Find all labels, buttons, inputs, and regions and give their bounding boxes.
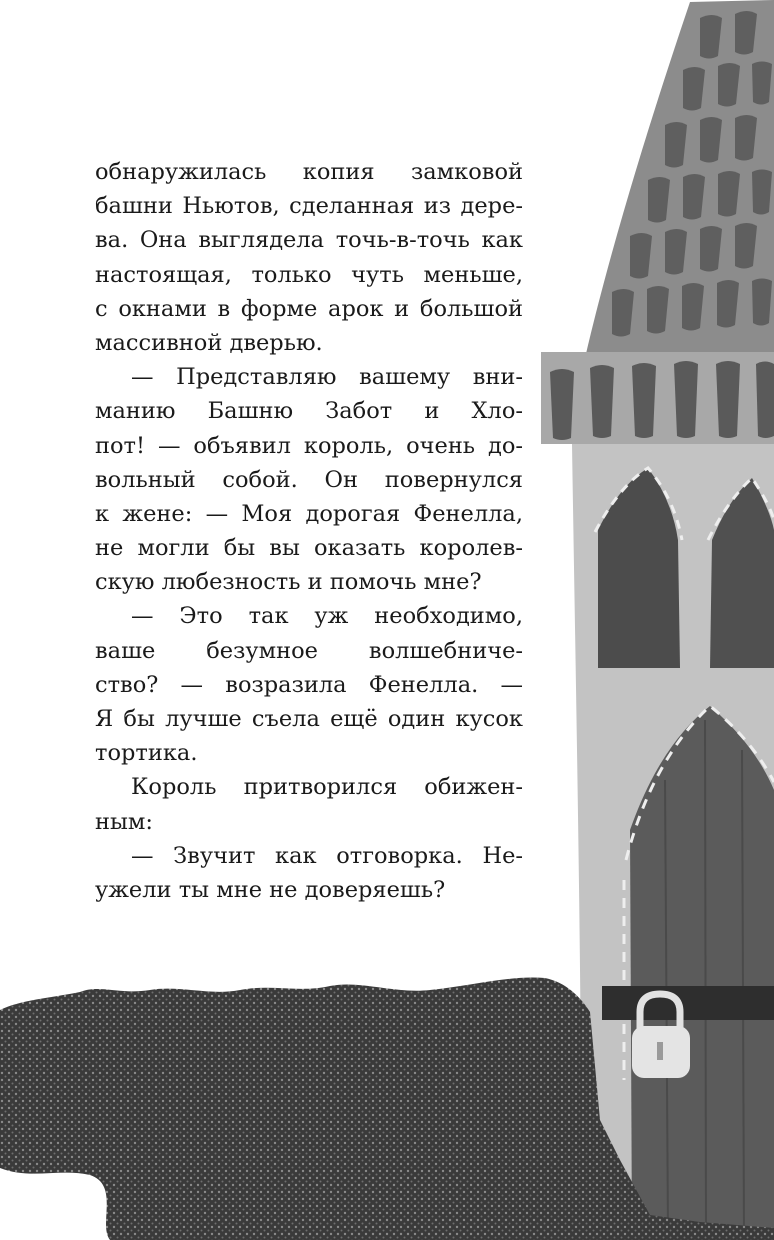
text-line: башни Ньютов, сделанная из дере-	[95, 193, 523, 220]
text-line: ва. Она выглядела точь-в-точь как	[95, 227, 523, 254]
text-line: Я бы лучше съела ещё один кусок	[95, 706, 523, 732]
text-line: ваше безумное волшебниче-	[95, 637, 523, 664]
text-line: Король притворился обижен-	[131, 774, 523, 801]
text-line: массивной дверью.	[95, 329, 323, 356]
text-line: — Звучит как отговорка. Не-	[131, 842, 523, 869]
text-line: тортика.	[95, 740, 198, 767]
text-line: обнаружилась копия замковой	[95, 159, 523, 185]
text-line: скую любезность и помочь мне?	[95, 569, 482, 596]
text-line: — Это так уж необходимо,	[131, 603, 523, 630]
text-line: ным:	[95, 808, 153, 835]
door-bar	[602, 986, 774, 1020]
body-text	[95, 155, 523, 907]
text-line: ство? — возразила Фенелла. —	[95, 671, 523, 698]
text-line: манию Башню Забот и Хло-	[95, 398, 523, 425]
text-line: настоящая, только чуть меньше,	[95, 261, 523, 288]
text-line: вольный собой. Он повернулся	[95, 466, 523, 493]
text-line: к жене: — Моя дорогая Фенелла,	[95, 500, 523, 527]
text-line: пот! — объявил король, очень до-	[95, 432, 523, 459]
text-line: не могли бы вы оказать королев-	[95, 535, 523, 562]
text-line: ужели ты мне не доверяешь?	[95, 876, 446, 903]
text-line: с окнами в форме арок и большой	[95, 295, 523, 322]
text-line: — Представляю вашему вни-	[131, 364, 523, 391]
